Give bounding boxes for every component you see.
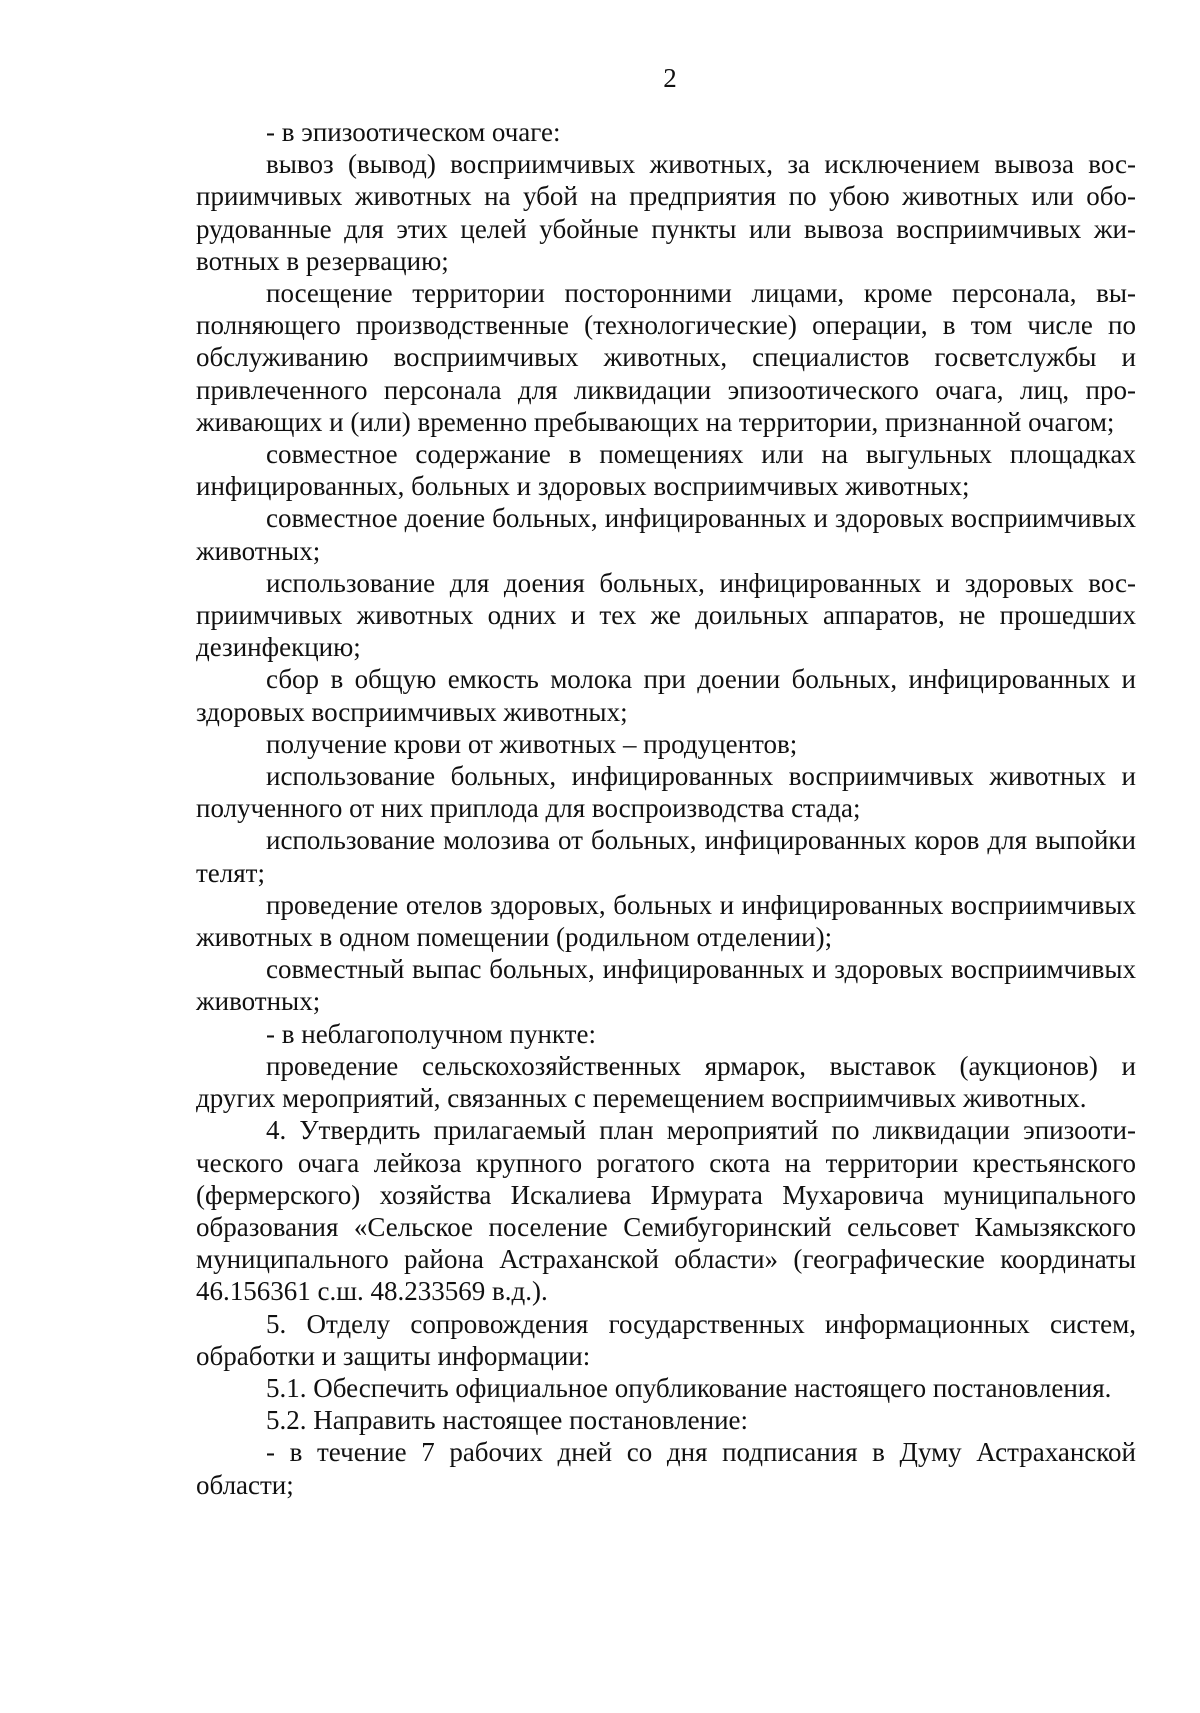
- paragraph-item-4-plan: 4. Утвердить прилагаемый план мероприятий по ликвидации эпизоотического очага лейкоза крупного рогатого скота на территории крестьянского (фермерского) хозяйства Искалиева Ирмурата Мухаровича муниципального образования «Сельское поселение Семибугоринский сельсовет Камызякского муниципального района Астраханской области» (географические координаты 46.156361 с.ш. 48.233569 в.д.).: [196, 1115, 1136, 1307]
- paragraph-milking-equipment: использование для доения больных, инфицированных и здоровых восприимчивых животных одних и тех же доильных аппаратов, не прошедших дезинфекцию;: [196, 567, 1136, 663]
- paragraph-herd-reproduction: использование больных, инфицированных восприимчивых животных и полученного от них приплода для воспроизводства стада;: [196, 761, 1136, 824]
- paragraph-calving: проведение отелов здоровых, больных и инфицированных восприимчивых животных в одном помещении (родильном отделении);: [196, 889, 1136, 953]
- paragraph-animal-removal: вывоз (вывод) восприимчивых животных, за исключением вывоза восприимчивых животных на убой на предприятия по убою животных или оборудованные для этих целей убойные пункты или вывоза восприимчивых животных в резервацию;: [196, 149, 1136, 276]
- paragraph-item-5-2-direct: 5.2. Направить настоящее постановление:: [266, 1405, 749, 1436]
- paragraph-milk-collection: сбор в общую емкость молока при доении больных, инфицированных и здоровых восприимчивых животных;: [196, 664, 1136, 727]
- paragraph-joint-keeping: совместное содержание в помещениях или на выгульных площадках инфицированных, больных и здоровых восприимчивых животных;: [196, 439, 1136, 502]
- paragraph-item-5-department: 5. Отделу сопровождения государственных информационных систем, обработки и защиты информации:: [196, 1308, 1136, 1371]
- paragraph-unfavorable-point-heading: - в неблагополучном пункте:: [266, 1018, 596, 1049]
- paragraph-joint-milking: совместное доение больных, инфицированных и здоровых восприимчивых животных;: [196, 503, 1136, 566]
- paragraph-fairs-exhibitions: проведение сельскохозяйственных ярмарок, выставок (аукционов) и других мероприятий, связанных с перемещением восприимчивых животных.: [196, 1050, 1136, 1114]
- document-body: [196, 116, 1136, 1501]
- paragraph-item-5-1-publication: 5.1. Обеспечить официальное опубликование настоящего постановления.: [266, 1372, 1112, 1403]
- paragraph-territory-visits: посещение территории посторонними лицами, кроме персонала, выполняющего производственные (технологические) операции, в том числе по обслуживанию восприимчивых животных, специалистов госветслужбы и привлеченного персонала для ликвидации эпизоотического очага, лиц, проживающих и (или) временно пребывающих на территории, признанной очагом;: [196, 278, 1136, 437]
- paragraph-duma-submission: - в течение 7 рабочих дней со дня подписания в Думу Астраханской области;: [196, 1437, 1136, 1500]
- paragraph-blood-collection: получение крови от животных – продуцентов;: [266, 728, 798, 759]
- paragraph-joint-grazing: совместный выпас больных, инфицированных и здоровых восприимчивых животных;: [196, 954, 1136, 1017]
- paragraph-epizootic-focus-heading: - в эпизоотическом очаге:: [266, 117, 561, 147]
- page-number: 2: [663, 63, 677, 93]
- paragraph-colostrum-use: использование молозива от больных, инфицированных коров для выпойки телят;: [196, 825, 1136, 888]
